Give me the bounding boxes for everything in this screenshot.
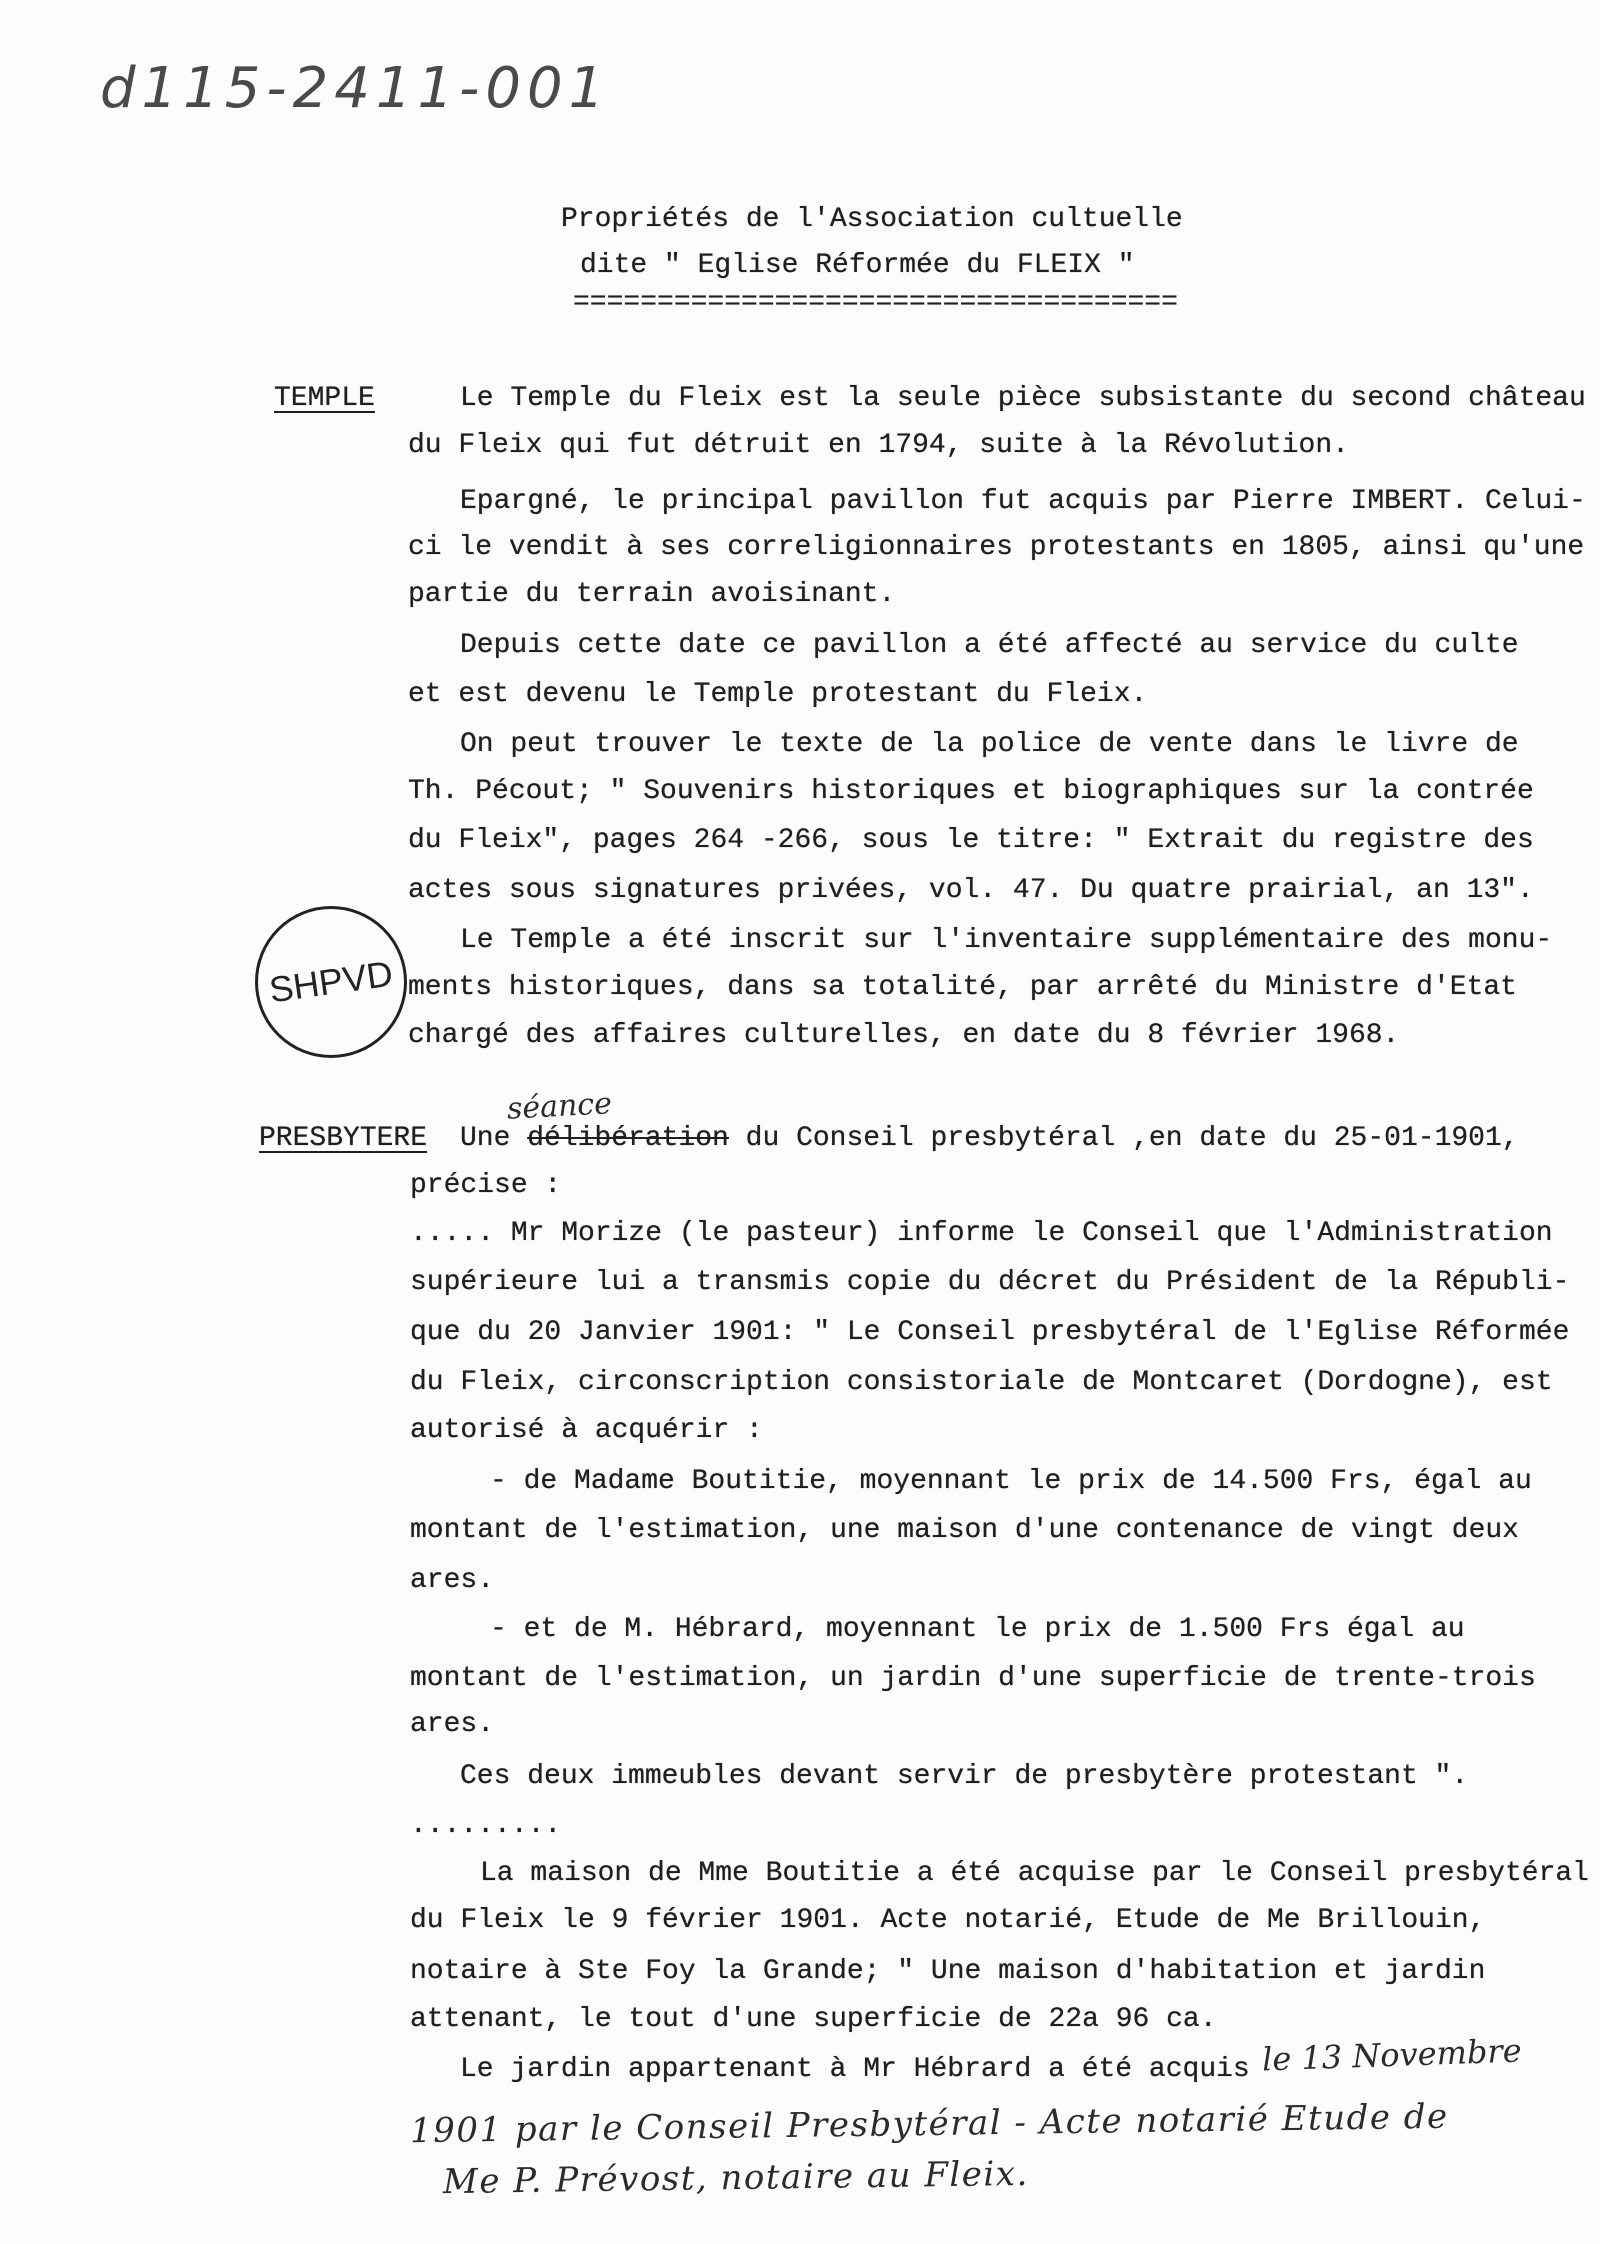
handwritten-line: 1901 par le Conseil Presbytéral - Acte notarié Etude de: [409, 2096, 1449, 2152]
temple-line: On peut trouver le texte de la police de vente dans le livre de: [460, 729, 1519, 760]
presbytere-line: autorisé à acquérir :: [410, 1415, 763, 1446]
presbytere-line: Ces deux immeubles devant servir de presbytère protestant ".: [460, 1761, 1469, 1792]
title-line-1: Propriétés de l'Association cultuelle: [561, 204, 1183, 235]
temple-line: Epargné, le principal pavillon fut acquis par Pierre IMBERT. Celui-: [460, 486, 1586, 517]
presbytere-line: ..... Mr Morize (le pasteur) informe le Conseil que l'Administration: [410, 1218, 1553, 1249]
temple-line: ments historiques, dans sa totalité, par arrêté du Ministre d'Etat: [408, 972, 1517, 1003]
temple-line: du Fleix qui fut détruit en 1794, suite à la Révolution.: [408, 430, 1349, 461]
section-label-presbytere: PRESBYTERE: [259, 1123, 428, 1154]
presbytere-line: montant de l'estimation, une maison d'une contenance de vingt deux: [410, 1515, 1519, 1546]
stamp-text: SHPVD: [266, 952, 396, 1011]
presbytere-line: du Fleix, circonscription consistoriale de Montcaret (Dordogne), est: [410, 1367, 1553, 1398]
presbytere-line: notaire à Ste Foy la Grande; " Une maison d'habitation et jardin: [410, 1956, 1486, 1987]
temple-line: actes sous signatures privées, vol. 47. Du quatre prairial, an 13".: [408, 875, 1534, 906]
title-line-2: dite " Eglise Réformée du FLEIX ": [580, 250, 1135, 281]
temple-line: chargé des affaires culturelles, en date du 8 février 1968.: [408, 1020, 1400, 1051]
temple-line: ci le vendit à ses correligionnaires protestants en 1805, ainsi qu'une: [408, 532, 1585, 563]
title-rule: ====================================: [573, 287, 1178, 318]
presbytere-line: montant de l'estimation, un jardin d'une superficie de trente-trois: [410, 1663, 1536, 1694]
presbytere-line: La maison de Mme Boutitie a été acquise par le Conseil presbytéral: [480, 1858, 1589, 1889]
section-label-temple: TEMPLE: [274, 383, 375, 414]
temple-line: Le Temple a été inscrit sur l'inventaire supplémentaire des monu-: [460, 925, 1553, 956]
presbytere-line: attenant, le tout d'une superficie de 22a 96 ca.: [410, 2004, 1217, 2035]
presbytere-first-line: [460, 1123, 1519, 1155]
presbytere-line: Le jardin appartenant à Mr Hébrard a été acquis: [460, 2054, 1250, 2085]
temple-line: partie du terrain avoisinant.: [408, 579, 896, 610]
presbytere-line: ares.: [410, 1709, 495, 1740]
presbytere-line: .........: [410, 1810, 562, 1841]
temple-line: et est devenu le Temple protestant du Fleix.: [408, 679, 1148, 710]
presbytere-line: du Fleix le 9 février 1901. Acte notarié, Etude de Me Brillouin,: [410, 1905, 1486, 1936]
presbytere-line: - et de M. Hébrard, moyennant le prix de 1.500 Frs égal au: [490, 1614, 1465, 1645]
presbytere-line: précise :: [410, 1170, 562, 1201]
presbytere-line: - de Madame Boutitie, moyennant le prix de 14.500 Frs, égal au: [490, 1466, 1532, 1497]
presbytere-line: ares.: [410, 1565, 495, 1596]
handwritten-line: le 13 Novembre: [1261, 2031, 1523, 2079]
temple-line: Th. Pécout; " Souvenirs historiques et biographiques sur la contrée: [408, 776, 1534, 807]
text-after-strike: du Conseil presbytéral ,en date du 25-01-1901,: [728, 1123, 1519, 1154]
presbytere-line: que du 20 Janvier 1901: " Le Conseil presbytéral de l'Eglise Réformée: [410, 1317, 1570, 1348]
presbytere-line: supérieure lui a transmis copie du décret du Président de la Républi-: [410, 1267, 1570, 1298]
temple-line: du Fleix", pages 264 -266, sous le titre: " Extrait du registre des: [408, 825, 1534, 856]
archive-reference: d115-2411-001: [100, 56, 611, 121]
text-before-strike: Une: [460, 1123, 528, 1154]
temple-line: Le Temple du Fleix est la seule pièce subsistante du second château: [460, 383, 1586, 414]
handwritten-correction: séance: [506, 1086, 613, 1127]
handwritten-line: Me P. Prévost, notaire au Fleix.: [442, 2153, 1030, 2203]
shpvd-stamp: [255, 906, 407, 1058]
temple-line: Depuis cette date ce pavillon a été affecté au service du culte: [460, 630, 1519, 661]
struck-word: délibération: [527, 1123, 729, 1154]
